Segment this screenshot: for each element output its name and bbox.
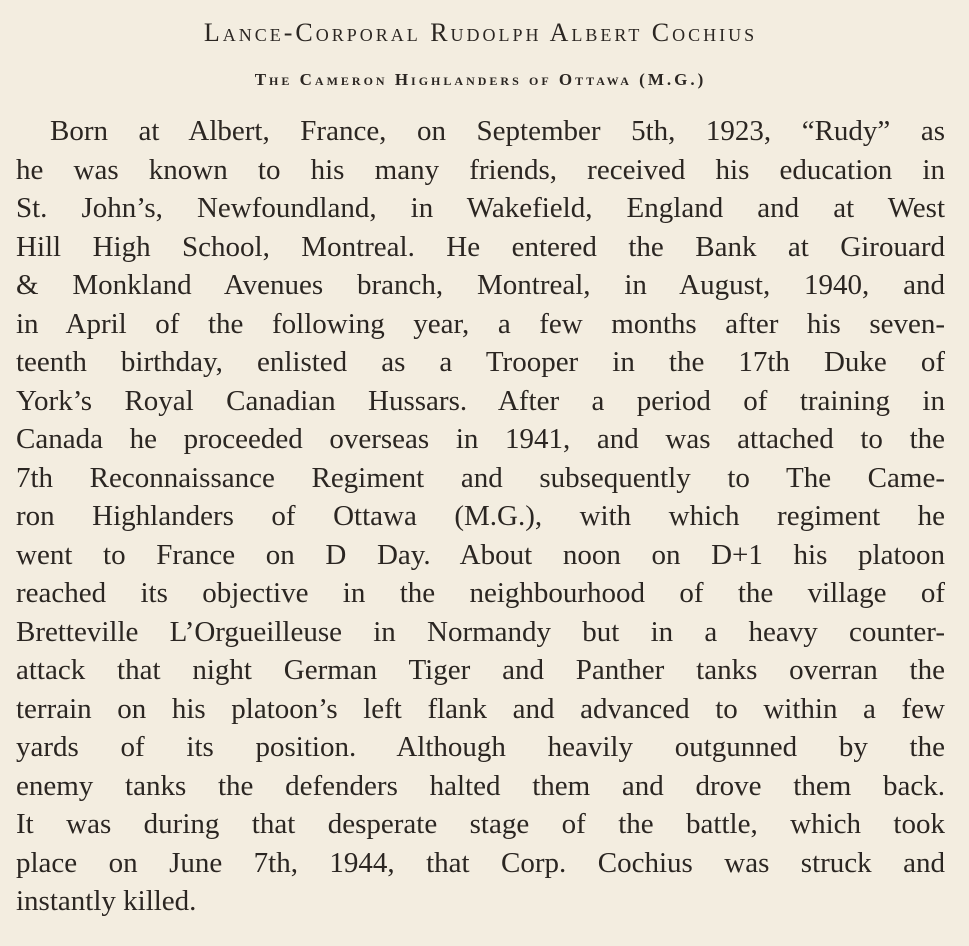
text-line: yards of its position. Although heavily outgunned by the <box>16 731 945 763</box>
page-subtitle: The Cameron Highlanders of Ottawa (M.G.) <box>254 70 707 89</box>
text-line: ron Highlanders of Ottawa (M.G.), with which regiment he <box>16 500 945 532</box>
text-line: Hill High School, Montreal. He entered the Bank at Girouard <box>16 230 945 263</box>
text-line: Bretteville L’Orgueilleuse in Normandy but in a heavy counter- <box>16 615 945 648</box>
text-line: Canada he proceeded overseas in 1941, and was attached to the <box>16 423 945 455</box>
text-line: York’s Royal Canadian Hussars. After a period of training in <box>16 384 945 417</box>
text-line: reached its objective in the neighbourhood of the village of <box>16 577 945 609</box>
text-line: attack that night German Tiger and Panther tanks overran the <box>16 654 945 686</box>
body-text <box>16 112 945 921</box>
text-line: teenth birthday, enlisted as a Trooper in the 17th Duke of <box>16 346 945 378</box>
text-line: St. John’s, Newfoundland, in Wakefield, England and at West <box>16 192 945 224</box>
text-line: place on June 7th, 1944, that Corp. Cochius was struck and <box>16 846 945 879</box>
text-line: he was known to his many friends, received his education in <box>16 153 945 186</box>
text-line: in April of the following year, a few months after his seven- <box>16 307 945 340</box>
text-line: It was during that desperate stage of the battle, which took <box>16 808 945 840</box>
text-line: instantly killed. <box>16 885 197 917</box>
text-line: terrain on his platoon’s left flank and advanced to within a few <box>16 692 945 725</box>
text-line: Born at Albert, France, on September 5th, 1923, “Rudy” as <box>50 115 945 147</box>
page-title: Lance-Corporal Rudolph Albert Cochius <box>203 18 758 47</box>
text-line: 7th Reconnaissance Regiment and subsequently to The Came- <box>16 461 945 494</box>
text-line: went to France on D Day. About noon on D+1 his platoon <box>16 538 945 571</box>
text-line: & Monkland Avenues branch, Montreal, in August, 1940, and <box>16 269 945 301</box>
text-line: enemy tanks the defenders halted them and drove them back. <box>16 769 945 802</box>
